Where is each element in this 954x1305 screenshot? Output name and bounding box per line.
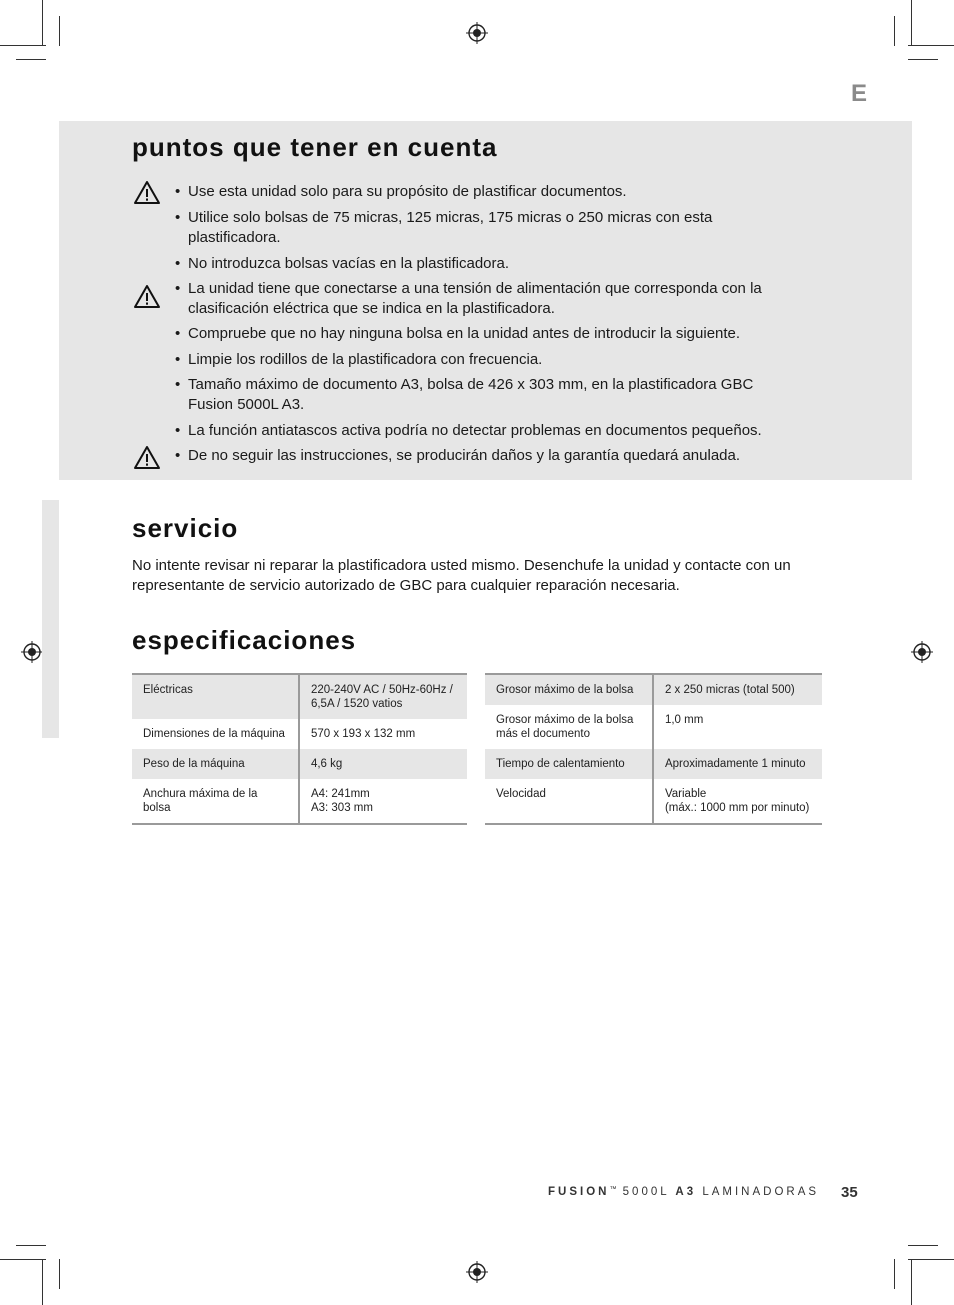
specs-table-left [132,673,467,825]
crop-mark [16,59,46,60]
service-heading: servicio [132,513,239,543]
spec-value: 220-240V AC / 50Hz-60Hz / 6,5A / 1520 vatios [299,674,467,719]
table-row [132,674,467,719]
registration-mark-icon [466,1261,488,1283]
table-row [132,719,467,749]
spec-value-line: A4: 241mm [310,788,370,800]
page-number: 35 [841,1184,858,1201]
tip-item: • Limpie los rodillos de la plastificadora con frecuencia. [175,351,543,368]
crop-mark [894,16,895,46]
crop-mark [908,59,938,60]
specs-heading: especificaciones [132,625,357,655]
registration-mark-icon [911,641,933,663]
tip-item: • Use esta unidad solo para su propósito de plastificar documentos. [175,183,627,200]
crop-mark [16,1245,46,1246]
crop-mark [42,0,43,46]
spec-value-line: (máx.: 1000 mm por minuto) [664,802,810,814]
crop-mark [908,1245,938,1246]
registration-mark-icon [21,641,43,663]
footer-size: A3 [675,1186,697,1198]
language-tab: E [851,80,868,107]
footer-trademark: ™ [609,1186,617,1193]
spec-value: 1,0 mm [664,714,704,726]
tip-item: • Compruebe que no hay ninguna bolsa en la unidad antes de introducir la siguiente. [175,325,741,342]
registration-mark-icon [466,22,488,44]
crop-mark [59,16,60,46]
footer-product: LAMINADORAS [702,1186,820,1198]
spec-value [653,779,822,824]
spec-value: 4,6 kg [299,749,467,779]
table-row [132,779,467,824]
tip-item: • Tamaño máximo de documento A3, bolsa de 426 x 303 mm, en la plastificadora GBC Fusion 5000L A3. [175,376,754,413]
crop-mark [911,0,912,46]
crop-mark [911,1259,912,1305]
table-row [132,749,467,779]
tip-item: • No introduzca bolsas vacías en la plastificadora. [175,255,510,272]
footer-model: 5000L [622,1186,670,1198]
table-row [485,705,822,749]
footer-brand: FUSION [548,1186,610,1198]
table-row [485,749,822,779]
specs-table-right [485,673,822,825]
tip-item: • De no seguir las instrucciones, se producirán daños y la garantía quedará anulada. [175,447,741,464]
spec-value [299,779,467,824]
spec-label: Eléctricas [132,674,299,719]
tips-heading: puntos que tener en cuenta [132,132,498,162]
crop-mark [42,1259,43,1305]
tip-item: • La función antiatascos activa podría no detectar problemas en documentos pequeños. [175,422,762,439]
service-text: No intente revisar ni reparar la plastificadora usted mismo. Desenchufe la unidad y contacte con un representante de servicio autorizado de GBC para cualquier reparación necesaria. [132,557,791,594]
crop-mark [0,45,46,46]
crop-mark [908,1259,954,1260]
warning-icon [133,445,161,470]
spec-label: Dimensiones de la máquina [132,719,299,749]
crop-mark [908,45,954,46]
spec-label: Anchura máxima de la bolsa [132,779,299,824]
spec-value-line: A3: 303 mm [310,802,373,814]
spec-value: 2 x 250 micras (total 500) [653,674,822,705]
spec-value: Aproximadamente 1 minuto [653,749,822,779]
warning-icon [133,180,161,205]
spec-label: Velocidad [485,779,653,824]
spec-label: Grosor máximo de la bolsa [485,674,653,705]
tip-item: • Utilice solo bolsas de 75 micras, 125 micras, 175 micras o 250 micras con esta plastificadora. [175,209,713,246]
spec-value: 570 x 193 x 132 mm [310,728,416,740]
table-row [485,779,822,824]
crop-mark [0,1259,46,1260]
table-row [485,674,822,705]
side-tab-bar [42,500,59,738]
tip-item: • La unidad tiene que conectarse a una tensión de alimentación que corresponda con la clasificación eléctrica que se indica en la plastificadora. [175,280,762,317]
spec-label: Tiempo de calentamiento [485,749,653,779]
warning-icon [133,284,161,309]
spec-value-line: Variable [664,788,707,800]
spec-label: Grosor máximo de la bolsa más el documento [485,705,653,749]
crop-mark [894,1259,895,1289]
footer-product-line [548,1186,819,1198]
crop-mark [59,1259,60,1289]
spec-label: Peso de la máquina [132,749,299,779]
